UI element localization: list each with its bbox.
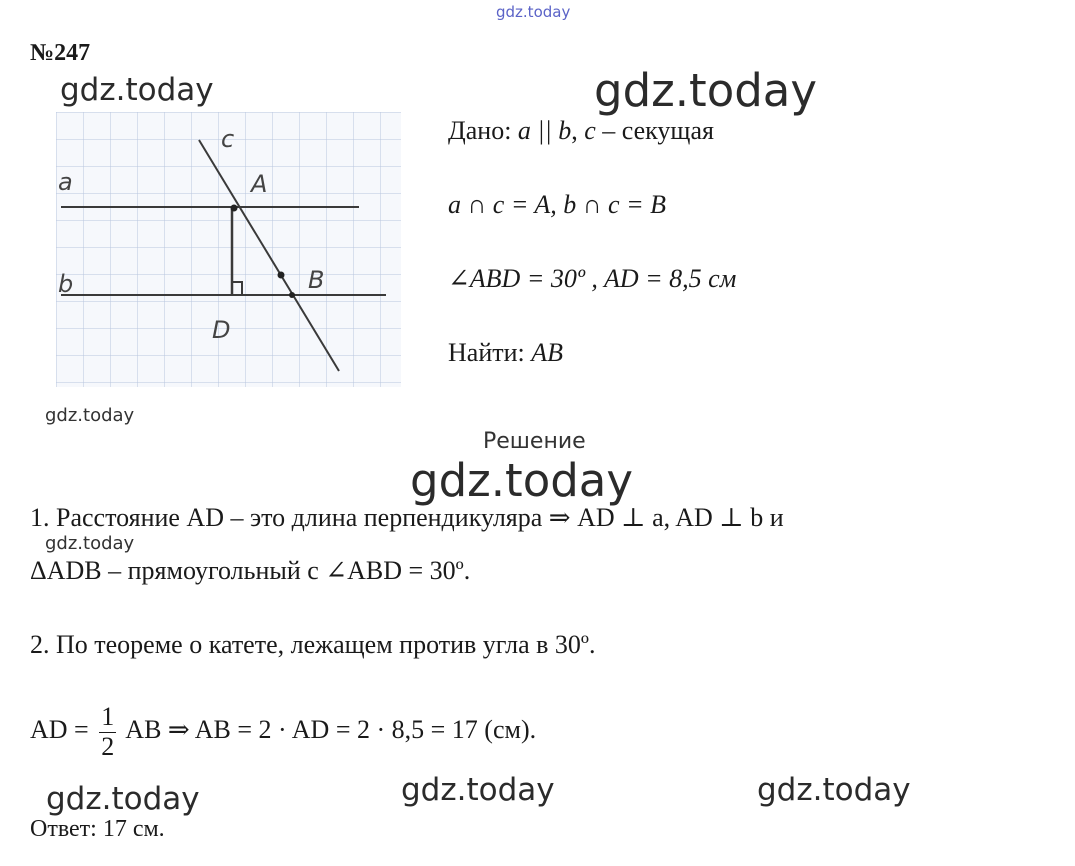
given-line-1: Дано: a || b, c – секущая	[448, 116, 714, 145]
watermark: gdz.today	[594, 64, 818, 117]
watermark: gdz.today	[45, 405, 135, 426]
solution-step-2: 2. По теореме о катете, лежащем против угла в 30º.	[30, 630, 596, 659]
given-line-2: a ∩ c = A, b ∩ c = B	[448, 190, 667, 219]
watermark: gdz.today	[46, 781, 200, 817]
watermark: gdz.today	[757, 772, 911, 808]
watermark: gdz.today	[45, 533, 135, 554]
given-line-3: ∠ABD = 30º , AD = 8,5 см	[448, 264, 737, 293]
solution-heading: Решение	[483, 429, 586, 454]
label-A: A	[251, 170, 268, 198]
fraction-one-half: $\frac{1}{2}$	[101, 702, 115, 761]
watermark-top: gdz.today	[496, 3, 571, 21]
grid-paper	[56, 112, 401, 387]
solution-step-1b: ΔADB – прямоугольный с ∠ABD = 30º.	[30, 556, 471, 585]
answer: Ответ: 17 см.	[30, 816, 165, 842]
label-a: a	[58, 168, 73, 196]
solution-formula: AD = $\frac{1}{2}$ AB ⇒ AB = 2 · AD = 2 · 8,5 = 17 (см).	[30, 702, 537, 761]
geometry-figure	[56, 112, 401, 387]
watermark: gdz.today	[60, 72, 214, 108]
label-D: D	[212, 316, 231, 344]
watermark: gdz.today	[401, 772, 555, 808]
point-B	[278, 272, 285, 279]
label-c: c	[221, 125, 235, 153]
point-intersection-b	[289, 292, 295, 298]
find-line: Найти: AB	[448, 338, 563, 367]
label-b: b	[58, 270, 74, 298]
label-B: B	[308, 266, 325, 294]
solution-step-1a: 1. Расстояние AD – это длина перпендикуляра ⇒ AD ⊥ a, AD ⊥ b и	[30, 503, 784, 532]
problem-number: №247	[30, 40, 91, 66]
watermark: gdz.today	[410, 454, 634, 507]
point-A	[231, 205, 238, 212]
